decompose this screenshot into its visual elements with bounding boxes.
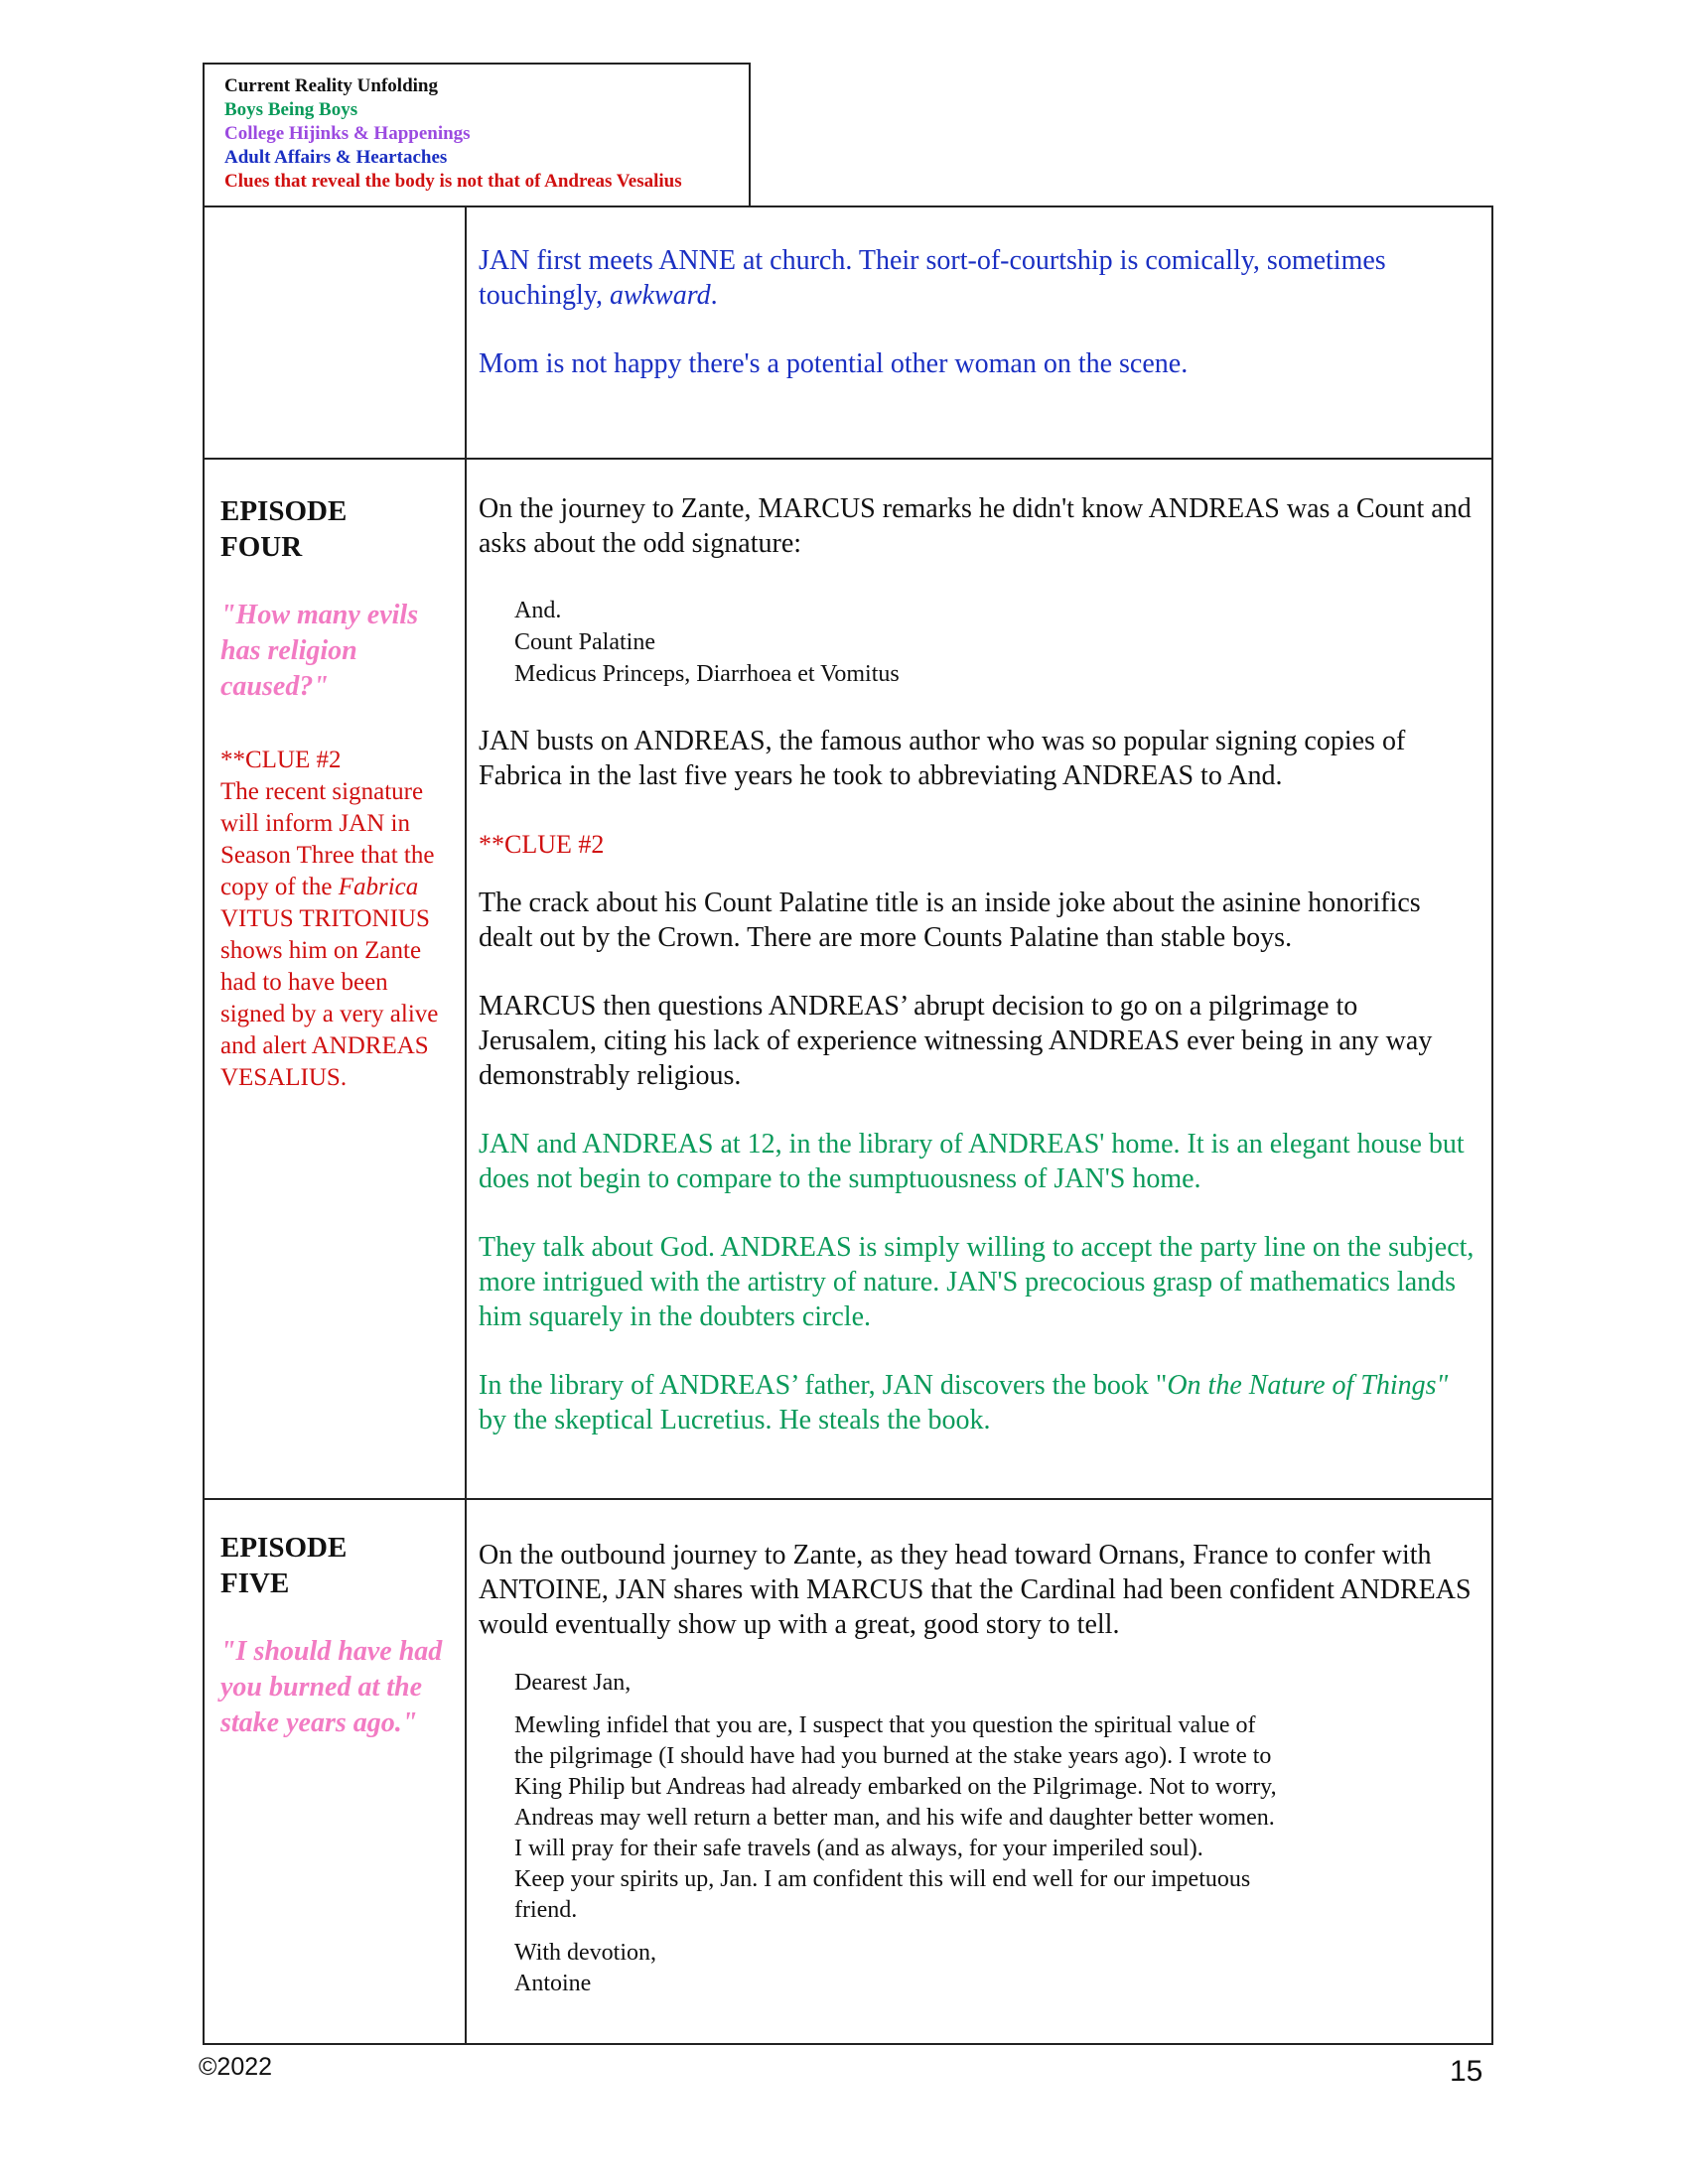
episode-five-content [479, 1538, 1481, 1999]
episode-five-quote: "I should have had you burned at the stake years ago." [220, 1636, 443, 1738]
cardinal-letter [479, 1668, 1481, 1999]
pilgrimage-question-paragraph: MARCUS then questions ANDREAS’ abrupt decision to go on a pilgrimage to Jerusalem, citing his lack of experience witnessing ANDREAS ever being in any way demonstrably religious. [479, 991, 1433, 1091]
count-palatine-paragraph: The crack about his Count Palatine title is an inside joke about the asinine honorifics dealt out by the Crown. There are more Counts Palatine than stable boys. [479, 887, 1421, 953]
episode-four-title: EPISODE FOUR [220, 495, 348, 563]
mom-unhappy-paragraph: Mom is not happy there's a potential other woman on the scene. [479, 348, 1189, 379]
episode-four-quote: "How many evils has religion caused?" [220, 600, 419, 702]
color-legend [203, 63, 751, 205]
episode-table [203, 205, 1493, 2045]
letter-greeting: Dearest Jan, [514, 1670, 632, 1696]
outbound-journey-paragraph: On the outbound journey to Zante, as they head toward Ornans, France to confer with ANTOINE, JAN shares with MARCUS that the Cardinal had been confident ANDREAS would eventually show up with a great, good story to tell. [479, 1540, 1472, 1640]
row1-content [479, 243, 1481, 381]
clue-two-label: **CLUE #2 [479, 830, 605, 859]
episode-five-sidebar [220, 1530, 455, 1781]
jan-busts-paragraph: JAN busts on ANDREAS, the famous author who was so popular signing copies of Fabrica in the last five years he took to abbreviating ANDREAS to And. [479, 726, 1406, 791]
lucretius-book-paragraph: In the library of ANDREAS’ father, JAN discovers the book "On the Nature of Things" by the skeptical Lucretius. He steals the book. [479, 1370, 1449, 1435]
anne-courtship-paragraph: JAN first meets ANNE at church. Their sort-of-courtship is comically, sometimes touchingly, awkward. [479, 245, 1386, 311]
legend-clues: Clues that reveal the body is not that of Andreas Vesalius [224, 171, 682, 192]
copyright: ©2022 [199, 2053, 273, 2081]
episode-five-title: EPISODE FIVE [220, 1532, 348, 1599]
legend-adult-affairs: Adult Affairs & Heartaches [224, 147, 448, 168]
episode-four-content [479, 491, 1481, 1437]
page-number: 15 [1450, 2055, 1483, 2088]
row-divider [205, 458, 1491, 460]
episode-four-clue-note: **CLUE #2 The recent signature will inform JAN in Season Three that the copy of the Fabrica VITUS TRITONIUS shows him on Zante had to have been signed by a very alive and alert ANDREAS VESALIUS. [220, 747, 439, 1091]
letter-body: Mewling infidel that you are, I suspect that you question the spiritual value of the pilgrimage (I should have had you burned at the stake years ago). I wrote to King Philip but Andreas had already embarked on the Pilgrimage. Not to worry, Andreas may well return a better man, and his wife and daughter better women. I will pray for their safe travels (and as always, for your imperiled soul). Keep your spirits up, Jan. I am confident this will end well for our impetuous friend. [514, 1712, 1277, 1923]
odd-signature-block: And. Count Palatine Medicus Princeps, Diarrhoea et Vomitus [514, 598, 900, 687]
legend-current-reality: Current Reality Unfolding [224, 75, 438, 96]
legend-college-hijinks: College Hijinks & Happenings [224, 123, 471, 144]
column-divider [465, 207, 467, 2043]
episode-four-sidebar [220, 493, 455, 1094]
marcus-remarks-paragraph: On the journey to Zante, MARCUS remarks he didn't know ANDREAS was a Count and asks about the odd signature: [479, 493, 1472, 559]
letter-closing: With devotion, [514, 1940, 657, 1966]
legend-boys-being-boys: Boys Being Boys [224, 99, 358, 120]
row-divider [205, 1498, 1491, 1500]
library-at-twelve-paragraph: JAN and ANDREAS at 12, in the library of ANDREAS' home. It is an elegant house but does not begin to compare to the sumptuousness of JAN'S home. [479, 1129, 1465, 1194]
talk-about-god-paragraph: They talk about God. ANDREAS is simply willing to accept the party line on the subject, more intrigued with the artistry of nature. JAN'S precocious grasp of mathematics lands him squarely in the doubters circle. [479, 1232, 1475, 1332]
letter-signature: Antoine [514, 1971, 592, 1996]
